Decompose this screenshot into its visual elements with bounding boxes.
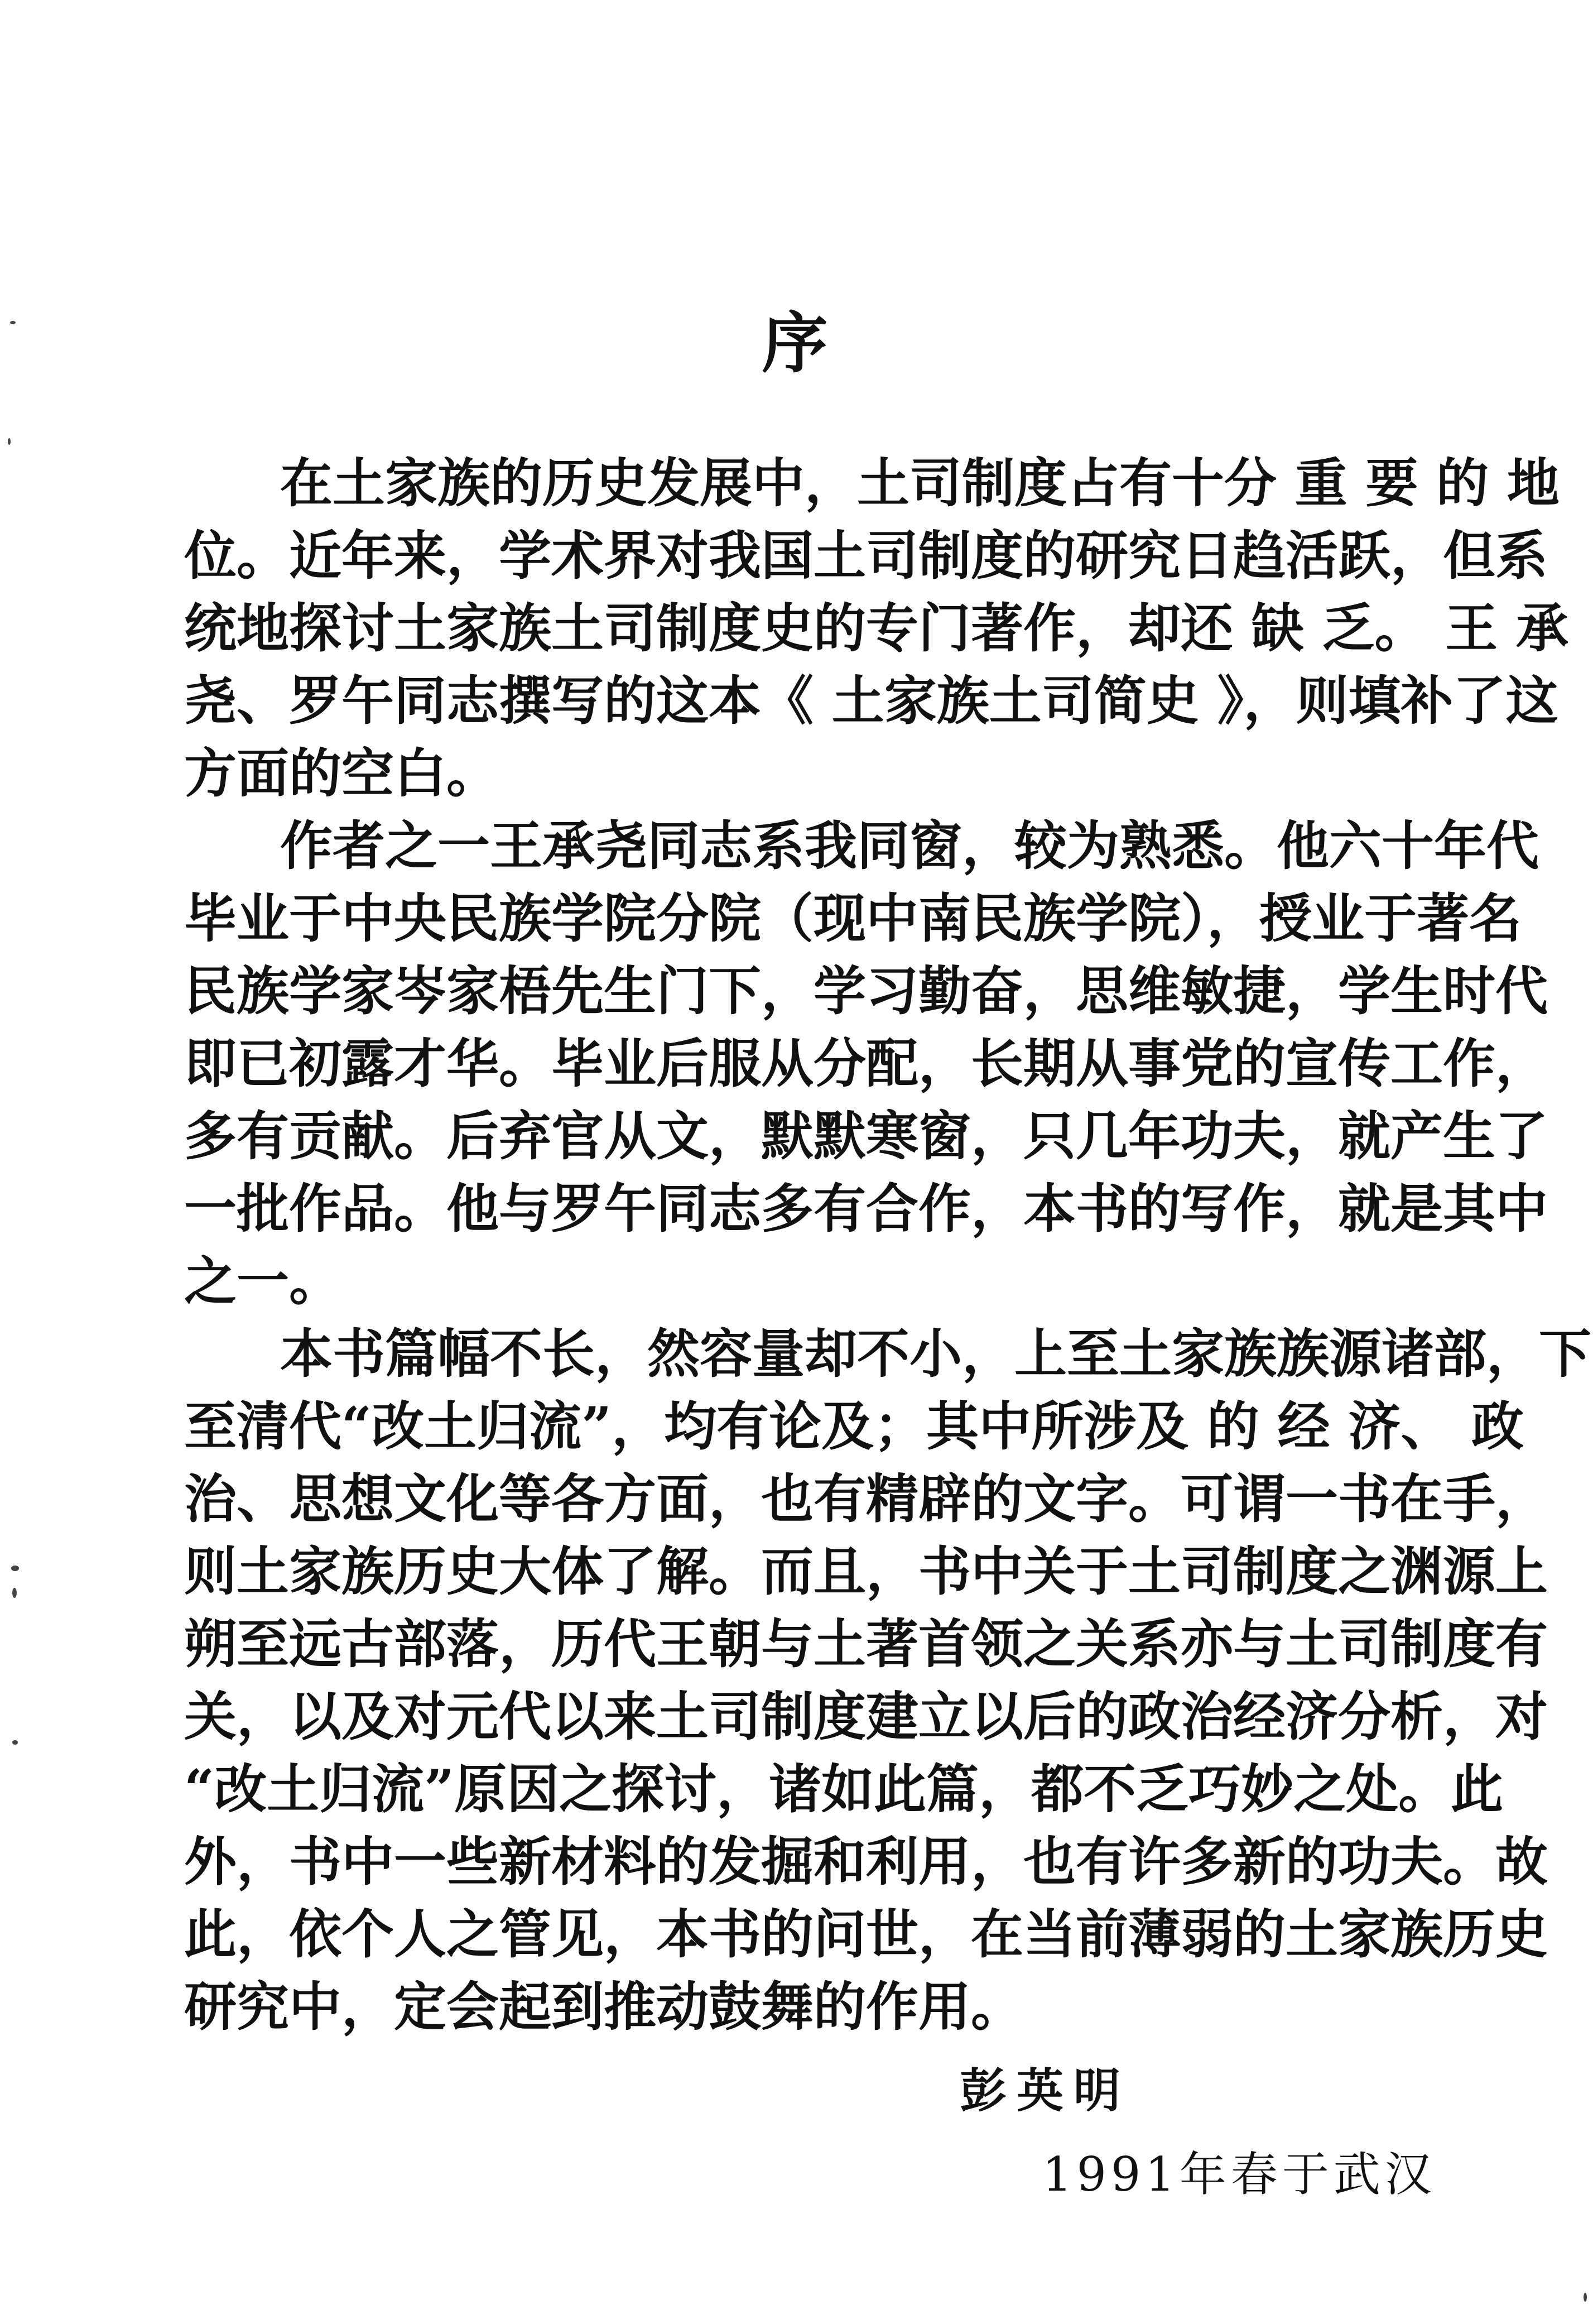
scan-speck bbox=[8, 438, 11, 445]
paragraph-3-line-2: 至清代“改土归流”，均有论及；其中所涉及 的 经 济、 政 bbox=[184, 1396, 1524, 1457]
paragraph-3-line-5: 朔至远古部落，历代王朝与土著首领之关系亦与土司制度有 bbox=[184, 1614, 1548, 1675]
scan-speck bbox=[11, 1566, 19, 1571]
scan-speck bbox=[12, 1740, 18, 1745]
page-title: 序 bbox=[762, 304, 831, 382]
paragraph-3-line-10: 研究中，定会起到推动鼓舞的作用。 bbox=[184, 1976, 1024, 2038]
paragraph-2-line-2: 毕业于中央民族学院分院（现中南民族学院），授业于著名 bbox=[184, 888, 1522, 949]
paragraph-3-line-8: 外，书中一些新材料的发掘和利用，也有许多新的功夫。故 bbox=[184, 1831, 1548, 1893]
paragraph-1-line-2: 位。近年来，学术界对我国土司制度的研究日趋活跃，但系 bbox=[184, 525, 1548, 587]
paragraph-1-line-4: 尧、罗午同志撰写的这本《 土家族土司简史 》，则填补了这 bbox=[184, 670, 1558, 732]
scan-speck bbox=[12, 1588, 17, 1598]
paragraph-1-line-1: 在土家族的历史发展中，土司制度占有十分 重 要 的 地 bbox=[280, 453, 1560, 514]
paragraph-2-line-5: 多有贡献。后弃官从文，默默寒窗，只几年功夫，就产生了 bbox=[184, 1106, 1548, 1167]
scan-speck bbox=[1584, 2293, 1587, 2302]
paragraph-1-line-5: 方面的空白。 bbox=[184, 743, 499, 804]
signature-date: 1991年春于武汉 bbox=[1042, 2147, 1436, 2202]
signature-name: 彭英明 bbox=[960, 2063, 1131, 2118]
paragraph-1-line-3: 统地探讨土家族土司制度史的专门著作，却还 缺 乏。 王 承 bbox=[184, 598, 1568, 659]
paragraph-3-line-7: “改土归流”原因之探讨，诸如此篇，都不乏巧妙之处。此 bbox=[184, 1759, 1504, 1820]
paragraph-3-line-4: 则土家族历史大体了解。而且，书中关于土司制度之渊源上 bbox=[184, 1541, 1548, 1602]
paragraph-2-line-3: 民族学家岑家梧先生门下，学习勤奋，思维敏捷，学生时代 bbox=[184, 961, 1548, 1022]
paragraph-3-line-3: 治、思想文化等各方面，也有精辟的文字。可谓一书在手， bbox=[184, 1468, 1548, 1530]
paragraph-2-line-6: 一批作品。他与罗午同志多有合作，本书的写作，就是其中 bbox=[184, 1178, 1548, 1240]
paragraph-2-line-1: 作者之一王承尧同志系我同窗，较为熟悉。他六十年代 bbox=[280, 815, 1539, 877]
paragraph-2-line-4: 即已初露才华。毕业后服从分配，长期从事党的宣传工作， bbox=[184, 1033, 1548, 1094]
paragraph-3-line-6: 关，以及对元代以来土司制度建立以后的政治经济分析，对 bbox=[184, 1686, 1548, 1747]
paragraph-3-line-9: 此，依个人之管见，本书的问世，在当前薄弱的土家族历史 bbox=[184, 1904, 1548, 1965]
scan-speck bbox=[10, 321, 16, 324]
paragraph-2-line-7: 之一。 bbox=[184, 1251, 342, 1312]
paragraph-3-line-1: 本书篇幅不长，然容量却不小，上至土家族族源诸部，下 bbox=[280, 1323, 1592, 1385]
